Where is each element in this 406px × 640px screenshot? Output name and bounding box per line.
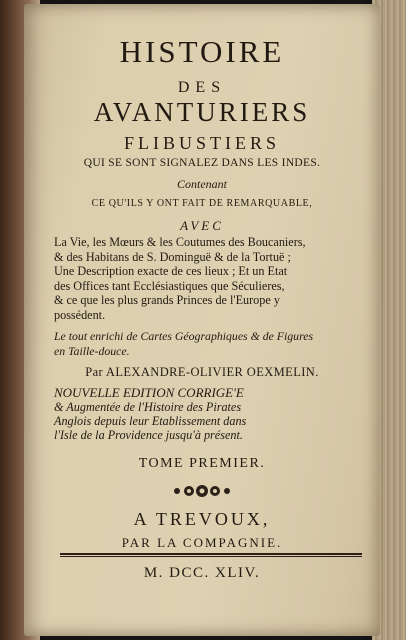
description-line: La Vie, les Mœurs & les Coutumes des Boucaniers,	[54, 235, 306, 249]
edition-line: & Augmentée de l'Histoire des Pirates	[54, 400, 242, 414]
author-line: Par ALEXANDRE-OLIVIER OEXMELIN.	[85, 365, 319, 379]
title-line-histoire: HISTOIRE	[119, 34, 285, 69]
title-page-content	[24, 4, 380, 636]
printer-ornament-icon	[169, 483, 235, 499]
description-line: & des Habitans de S. Dominguë & de la Tortuë ;	[54, 249, 291, 264]
edition-line: Anglois depuis leur Etablissement dans	[54, 414, 247, 428]
title-line-flibustiers: FLIBUSTIERS	[123, 133, 281, 153]
imprint-rule-thin	[60, 556, 362, 557]
edition-paragraph	[54, 386, 360, 442]
enrichi-line: en Taille-douce.	[54, 343, 130, 358]
title-page	[24, 4, 380, 636]
description-line: possédent.	[54, 307, 106, 322]
imprint-date: M. DCC. XLIV.	[143, 565, 261, 581]
avec-label: AVEC	[180, 218, 224, 233]
description-line: & ce que les plus grands Princes de l'Europe y	[54, 293, 280, 307]
title-line-avanturiers: AVANTURIERS	[93, 97, 311, 127]
title-line-des: DES	[177, 79, 227, 96]
edition-line: NOUVELLE EDITION CORRIGE'E	[54, 385, 244, 400]
imprint-place: A TREVOUX,	[133, 509, 271, 529]
enrichi-paragraph	[54, 329, 360, 358]
imprint-rule	[60, 553, 362, 555]
edition-line: l'Isle de la Providence jusqu'à présent.	[54, 428, 243, 442]
description-line: des Offices tant Ecclésiastiques que Séculieres,	[54, 278, 285, 293]
contenant-label: Contenant	[177, 177, 227, 191]
enrichi-line: Le tout enrichi de Cartes Géographiques & de Figures	[54, 329, 314, 343]
imprint-publisher: PAR LA COMPAGNIE.	[121, 535, 283, 550]
subtitle: QUI SE SONT SIGNALEZ DANS LES INDES.	[83, 157, 321, 169]
description-paragraph	[54, 235, 360, 322]
ce-quils-line: CE QU'ILS Y ONT FAIT DE REMARQUABLE,	[91, 198, 313, 209]
description-line: Une Description exacte de ces lieux ; Et un Etat	[54, 264, 288, 278]
tome-label: TOME PREMIER.	[138, 456, 266, 471]
